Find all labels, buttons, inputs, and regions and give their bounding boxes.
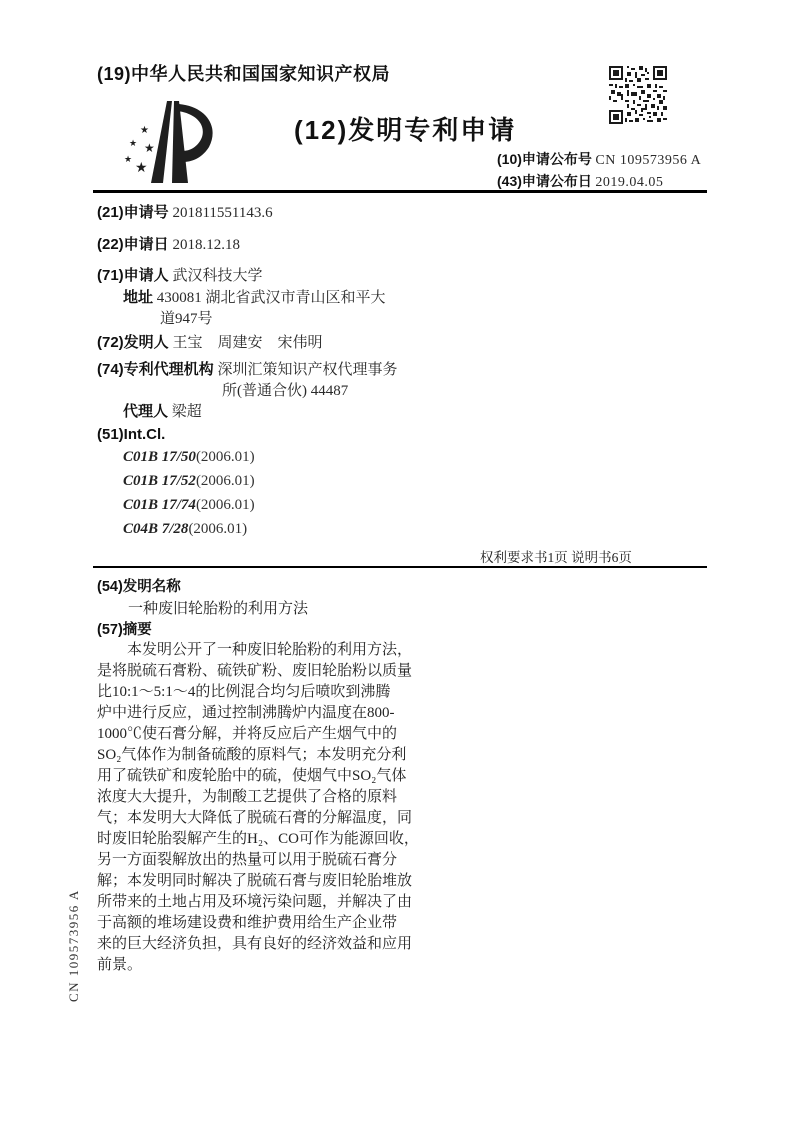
section-divider — [93, 566, 707, 568]
cnipa-logo — [122, 96, 222, 188]
intcl-year: (2006.01) — [195, 473, 255, 489]
abstract-line: 是将脱硫石膏粉、硫铁矿粉、废旧轮胎粉以质量 — [97, 663, 413, 679]
header-divider — [93, 190, 707, 193]
abstract-line: 炉中进行反应，通过控制沸腾炉内温度在800- — [97, 705, 395, 721]
inventors-row — [97, 331, 322, 352]
svg-text:★: ★ — [144, 141, 155, 155]
abstract-line: 前景。 — [97, 957, 143, 973]
abstract-line: 本发明公开了一种废旧轮胎粉的利用方法， — [127, 642, 413, 658]
applicant-row — [97, 264, 262, 285]
application-number-row — [97, 201, 273, 222]
svg-text:★: ★ — [129, 139, 138, 149]
intcl-entry — [123, 449, 255, 466]
abstract-line: 浓度大大提升，为制酸工艺提供了合格的原料 — [97, 789, 398, 805]
intcl-year: (2006.01) — [195, 497, 255, 513]
application-number-label: (21)申请号 — [97, 204, 169, 221]
intcl-code: C01B 17/52 — [123, 473, 196, 489]
svg-text:★: ★ — [140, 125, 149, 136]
abstract-line: 另一方面裂解放出的热量可以用于脱硫石膏分 — [97, 852, 398, 868]
agency-line1: 深圳汇策知识产权代理事务 — [217, 362, 398, 378]
application-number-value: 201811551143.6 — [172, 205, 273, 221]
intcl-entry — [123, 521, 247, 538]
filing-date-row — [97, 233, 240, 254]
agency-line2: 所(普通合伙) 44487 — [222, 383, 349, 399]
svg-text:★: ★ — [124, 155, 133, 165]
applicant-value: 武汉科技大学 — [172, 268, 263, 284]
abstract-line: 1000℃使石膏分解，并将反应后产生烟气中的 — [97, 726, 398, 742]
agency-label: (74)专利代理机构 — [97, 361, 214, 378]
inventors-value: 王宝 周建安 宋伟明 — [172, 335, 323, 351]
abstract-line: 来的巨大经济负担，具有良好的经济效益和应用 — [97, 936, 413, 952]
abstract-line: 于高额的堆场建设费和维护费用给生产企业带 — [97, 915, 398, 931]
abstract-line: 气；本发明大大降低了脱硫石膏的分解温度，同 — [97, 810, 413, 826]
agent-row — [123, 400, 202, 421]
publication-date-label: (43)申请公布日 — [497, 173, 592, 189]
publication-date-line — [497, 171, 663, 191]
abstract-line: 比10:1～5:1～4的比例混合均匀后喷吹到沸腾 — [97, 684, 391, 700]
intcl-entry — [123, 497, 255, 514]
address-line1: 430081 湖北省武汉市青山区和平大 — [156, 290, 386, 306]
side-publication-number: CN 109573956 A — [66, 889, 81, 1002]
publication-date-value: 2019.04.05 — [595, 175, 664, 190]
abstract-line: 所带来的土地占用及环境污染问题，并解决了由 — [97, 894, 413, 910]
invention-title-label: (54)发明名称 — [97, 579, 181, 595]
intcl-label: (51)Int.Cl. — [97, 426, 166, 443]
abstract-label: (57)摘要 — [97, 622, 152, 638]
invention-title: 一种废旧轮胎粉的利用方法 — [128, 601, 309, 617]
svg-text:★: ★ — [135, 160, 148, 176]
intcl-code: C04B 7/28 — [123, 521, 189, 537]
intcl-code: C01B 17/74 — [123, 497, 196, 513]
abstract-line: SO₂气体作为制备硫酸的原料气；本发明充分利 — [97, 747, 407, 763]
applicant-label: (71)申请人 — [97, 267, 169, 284]
abstract-line: 时废旧轮胎裂解产生的H₂、CO可作为能源回收， — [97, 831, 419, 847]
intcl-year: (2006.01) — [195, 449, 255, 465]
publication-number-value: CN 109573956 A — [595, 153, 702, 168]
publication-number-label: (10)申请公布号 — [497, 151, 592, 167]
filing-date-value: 2018.12.18 — [172, 237, 240, 253]
agent-value: 梁超 — [171, 404, 202, 420]
document-type-title: (12)发明专利申请 — [294, 115, 517, 145]
publication-number-line — [497, 149, 701, 169]
intcl-entry — [123, 473, 255, 490]
abstract-line: 解；本发明同时解决了脱硫石膏与废旧轮胎堆放 — [97, 873, 413, 889]
abstract-text — [97, 640, 427, 976]
pages-info: 权利要求书1页 说明书6页 — [480, 550, 632, 565]
abstract-line: 用了硫铁矿和废轮胎中的硫，使烟气中SO₂气体 — [97, 768, 407, 784]
address-label: 地址 — [123, 289, 154, 306]
filing-date-label: (22)申请日 — [97, 236, 169, 253]
address-line2: 道947号 — [160, 311, 213, 327]
inventors-label: (72)发明人 — [97, 334, 169, 351]
qr-code — [609, 66, 667, 124]
patent-office-name: (19)中华人民共和国国家知识产权局 — [97, 64, 391, 84]
applicant-address-row — [123, 286, 386, 307]
agency-row — [97, 358, 397, 379]
agent-label: 代理人 — [123, 403, 169, 420]
intcl-year: (2006.01) — [188, 521, 248, 537]
intcl-code: C01B 17/50 — [123, 449, 196, 465]
